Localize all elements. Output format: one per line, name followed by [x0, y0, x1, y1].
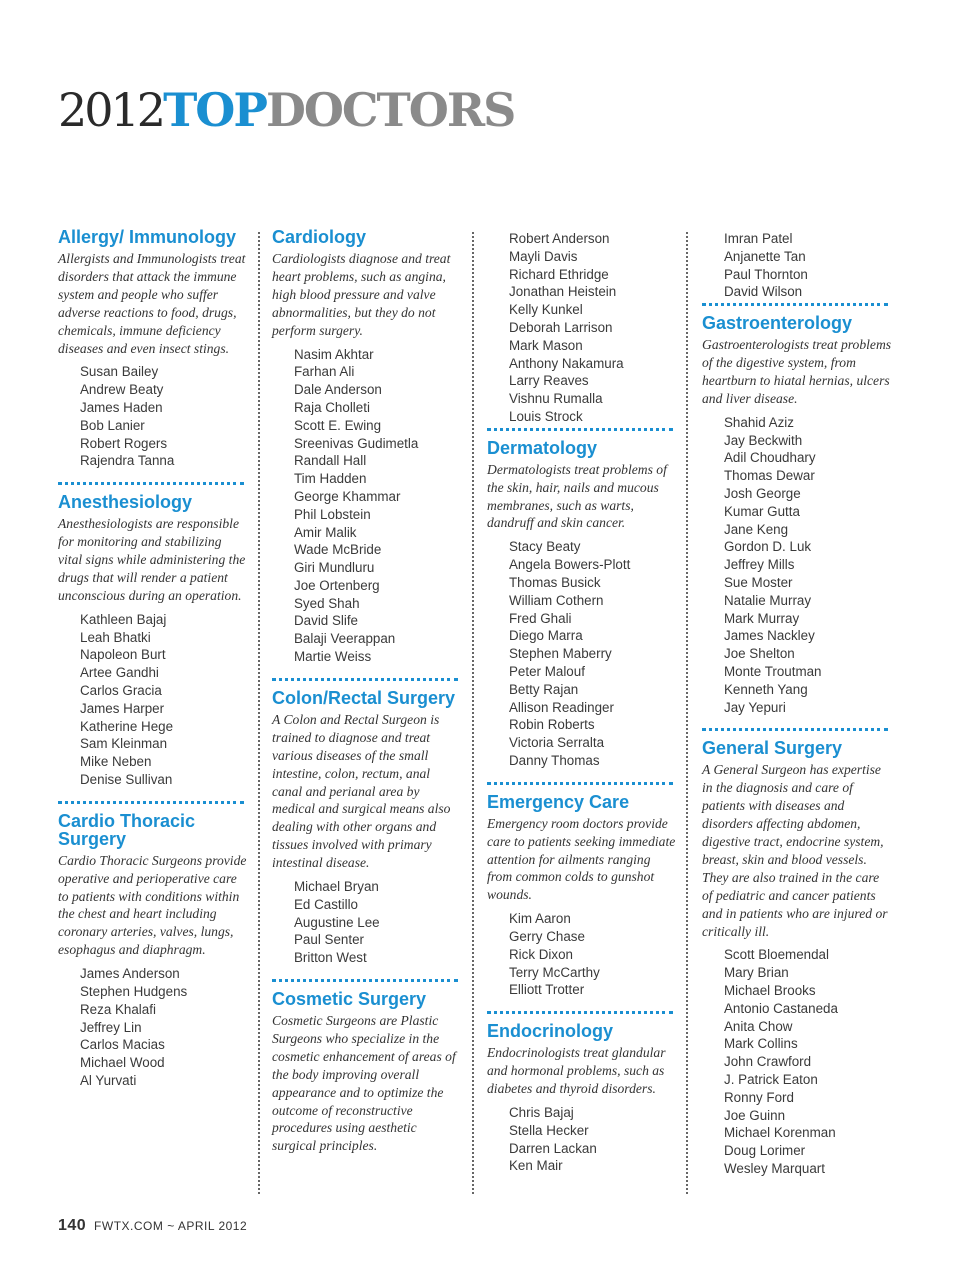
- doctor-name: Jay Yepuri: [724, 699, 786, 715]
- section-divider: [58, 482, 244, 485]
- doctor-name: Diego Marra: [509, 628, 583, 644]
- doctor-name: Terry McCarthy: [509, 964, 600, 980]
- specialty-section: [272, 678, 462, 967]
- doctor-name: Gordon D. Luk: [724, 539, 812, 555]
- specialty-heading: General Surgery: [702, 738, 843, 759]
- column-3: [487, 228, 677, 1187]
- specialty-section: [702, 303, 892, 716]
- doctor-name: Chris Bajaj: [509, 1104, 574, 1120]
- column-1: [58, 228, 248, 1102]
- continued-doctor-list: [487, 228, 677, 426]
- doctor-name: Giri Mundluru: [294, 560, 375, 576]
- doctor-list: [272, 346, 462, 666]
- doctor-name: Kathleen Bajaj: [80, 611, 167, 627]
- specialty-description: Emergency room doctors provide care to patients seeking immediate attention for ailments ranging from common colds to gunshot wounds.: [487, 815, 676, 903]
- specialty-heading: Dermatology: [487, 437, 598, 458]
- doctor-name: Michael Bryan: [294, 879, 379, 895]
- doctor-name: Balaji Veerappan: [294, 631, 396, 647]
- specialty-heading: Cardiology: [272, 227, 367, 247]
- doctor-name: Britton West: [294, 950, 367, 966]
- doctor-name: Kim Aaron: [509, 911, 571, 927]
- doctor-name: Natalie Murray: [724, 592, 812, 608]
- doctor-name: Paul Senter: [294, 932, 364, 948]
- doctor-name: Jeffrey Mills: [724, 557, 795, 573]
- specialty-section: [272, 979, 462, 1155]
- doctor-name: Gerry Chase: [509, 929, 585, 945]
- doctor-name: Bob Lanier: [80, 417, 145, 433]
- footer-text: FWTX.COM ~ APRIL 2012: [94, 1219, 248, 1233]
- doctor-name: James Nackley: [724, 628, 815, 644]
- doctor-name: Mary Brian: [724, 965, 789, 981]
- specialty-heading: Colon/Rectal Surgery: [272, 687, 456, 708]
- doctor-name: Elliott Trotter: [509, 982, 585, 998]
- doctor-name: Mark Collins: [724, 1036, 798, 1052]
- doctor-name: Michael Brooks: [724, 983, 816, 999]
- doctor-name: Jay Beckwith: [724, 432, 803, 448]
- section-divider: [58, 801, 244, 804]
- specialty-description: A Colon and Rectal Surgeon is trained to diagnose and treat various diseases of the small intestine, colon, rectum, anal canal and perianal area by medical and surgical means also dealing with other organs and tissues involved with primary intestinal disease.: [272, 711, 451, 871]
- doctor-name: Jane Keng: [724, 521, 789, 537]
- doctor-name: Kelly Kunkel: [509, 302, 583, 318]
- doctor-list: [702, 414, 892, 717]
- doctor-name: Josh George: [724, 486, 801, 501]
- doctor-name: Mayli Davis: [509, 248, 578, 264]
- doctor-name: Mark Murray: [724, 610, 800, 626]
- doctor-name: Denise Sullivan: [80, 771, 173, 787]
- doctor-name: Peter Malouf: [509, 663, 585, 679]
- doctor-name: Jeffrey Lin: [80, 1019, 142, 1035]
- doctor-name: Jonathan Heistein: [509, 284, 617, 300]
- doctor-name: Kumar Gutta: [724, 503, 800, 519]
- doctor-name: Artee Gandhi: [80, 665, 159, 681]
- specialty-description: A General Surgeon has expertise in the diagnosis and care of patients with diseases and disorders affecting abdomen, digestive tract, endocrine system, breast, skin and blood vessels. They are also trained in the care of pediatric and cancer patients and in patients who are injured or critically ill.: [702, 762, 888, 939]
- doctor-name: Al Yurvati: [80, 1072, 137, 1088]
- column-2: [272, 228, 462, 1167]
- title-year: 2012: [58, 83, 164, 137]
- doctor-name: James Haden: [80, 400, 163, 416]
- doctor-name: Adil Choudhary: [724, 450, 816, 466]
- specialty-description: Cardio Thoracic Surgeons provide operative and perioperative care to patients with conditions within the chest and heart including coronary arteries, valves, lungs, esophagus and diaphragm.: [58, 852, 247, 958]
- doctor-name: Thomas Busick: [509, 574, 601, 590]
- doctor-name: Louis Strock: [509, 408, 583, 424]
- doctor-list: [702, 946, 892, 1177]
- doctor-name: Ronny Ford: [724, 1089, 794, 1105]
- doctor-list: [487, 1104, 677, 1175]
- doctor-name: Allison Readinger: [509, 699, 614, 715]
- doctor-name: Stella Hecker: [509, 1122, 589, 1138]
- specialty-section: [487, 782, 677, 1000]
- doctor-name: Shahid Aziz: [724, 414, 794, 430]
- doctor-name: Raja Cholleti: [294, 399, 370, 415]
- doctor-name: Antonio Castaneda: [724, 1000, 838, 1016]
- specialty-description: Anesthesiologists are responsible for monitoring and stabilizing vital signs while administering the drugs that will render a patient unconscious during an operation.: [58, 516, 246, 603]
- specialty-heading: Cosmetic Surgery: [272, 989, 427, 1010]
- doctor-name: Martie Weiss: [294, 649, 372, 665]
- doctor-name: Augustine Lee: [294, 914, 380, 930]
- doctor-name: Monte Troutman: [724, 663, 822, 679]
- doctor-name: Deborah Larrison: [509, 319, 613, 335]
- specialty-description: Dermatologists treat problems of the skin, hair, nails and mucous membranes, such as warts, dandruff and skin cancer.: [487, 461, 667, 531]
- doctor-name: Imran Patel: [724, 231, 793, 246]
- doctor-list: [487, 538, 677, 769]
- doctor-name: Anjanette Tan: [724, 248, 806, 264]
- doctor-name: William Cothern: [509, 592, 604, 608]
- section-divider: [272, 979, 458, 982]
- section-divider: [487, 782, 673, 785]
- doctor-name: Vishnu Rumalla: [509, 391, 603, 407]
- specialty-section: [58, 228, 248, 470]
- doctor-name: Andrew Beaty: [80, 382, 164, 398]
- doctor-name: Randall Hall: [294, 453, 367, 469]
- doctor-name: Doug Lorimer: [724, 1143, 806, 1159]
- doctor-name: John Crawford: [724, 1054, 812, 1070]
- doctor-name: Mike Neben: [80, 754, 152, 770]
- specialty-heading: Cardio Thoracic Surgery: [58, 810, 196, 849]
- doctor-list: [58, 611, 248, 789]
- specialty-section: [272, 228, 462, 666]
- specialty-description: Allergists and Immunologists treat disorders that attack the immune system and people who suffer adverse reactions to food, drugs, chemicals, immune deficiency diseases and even insect stings.: [58, 251, 246, 356]
- specialty-heading: Allergy/ Immunology: [58, 227, 237, 247]
- doctor-list: [58, 363, 248, 470]
- section-divider: [272, 678, 458, 681]
- doctor-name: Stephen Hudgens: [80, 983, 188, 999]
- doctor-name: Sam Kleinman: [80, 736, 168, 752]
- doctor-name: Kenneth Yang: [724, 681, 808, 697]
- section-divider: [487, 1011, 673, 1014]
- doctor-name: James Anderson: [80, 966, 180, 982]
- doctor-name: Ken Mair: [509, 1158, 563, 1174]
- doctor-name: Dale Anderson: [294, 382, 382, 398]
- title-top: TOP: [163, 83, 266, 137]
- specialty-section: [487, 1011, 677, 1175]
- doctor-name: Leah Bhatki: [80, 629, 151, 645]
- doctor-name: Anita Chow: [724, 1018, 793, 1034]
- doctor-name: Scott Bloemendal: [724, 947, 829, 963]
- specialty-heading: Endocrinology: [487, 1021, 613, 1042]
- doctor-name: Amir Malik: [294, 524, 357, 540]
- doctor-name: Rick Dixon: [509, 946, 573, 962]
- section-divider: [702, 303, 888, 306]
- doctor-list: [58, 965, 248, 1090]
- doctor-name: David Slife: [294, 613, 359, 629]
- doctor-name: David Wilson: [724, 284, 803, 300]
- doctor-name: J. Patrick Eaton: [724, 1072, 818, 1087]
- doctor-name: Phil Lobstein: [294, 506, 371, 522]
- specialty-section: [58, 801, 248, 1090]
- doctor-name: Stephen Maberry: [509, 646, 612, 662]
- doctor-name: Carlos Gracia: [80, 682, 162, 698]
- column-4: [702, 228, 892, 1190]
- doctor-name: Joe Ortenberg: [294, 577, 380, 593]
- doctor-name: Betty Rajan: [509, 681, 579, 697]
- doctor-name: Fred Ghali: [509, 610, 572, 626]
- doctor-name: Napoleon Burt: [80, 647, 166, 663]
- doctor-name: Mark Mason: [509, 337, 583, 353]
- column-divider: [686, 232, 688, 1194]
- doctor-name: Anthony Nakamura: [509, 355, 624, 371]
- doctor-name: Paul Thornton: [724, 266, 808, 282]
- doctor-name: Michael Korenman: [724, 1125, 836, 1141]
- doctor-name: Sreenivas Gudimetla: [294, 435, 419, 451]
- specialty-section: [58, 482, 248, 789]
- doctor-name: Victoria Serralta: [509, 735, 605, 751]
- doctor-name: Stacy Beaty: [509, 539, 581, 555]
- doctor-name: Robin Roberts: [509, 717, 595, 733]
- doctor-name: Darren Lackan: [509, 1140, 597, 1156]
- doctor-list: [487, 910, 677, 999]
- doctor-name: Robert Rogers: [80, 435, 168, 451]
- doctor-name: Richard Ethridge: [509, 266, 609, 282]
- doctor-name: Wesley Marquart: [724, 1160, 825, 1176]
- section-divider: [487, 428, 673, 431]
- specialty-description: Cosmetic Surgeons are Plastic Surgeons who specialize in the cosmetic enhancement of areas of the body improving overall appearance and to optimize the outcome of reconstructive procedures using aesthetic surgical principles.: [272, 1013, 456, 1154]
- specialty-description: Endocrinologists treat glandular and hormonal problems, such as diabetes and thyroid disorders.: [487, 1045, 666, 1097]
- doctor-name: Joe Shelton: [724, 646, 795, 662]
- page-number: 140: [58, 1217, 87, 1234]
- doctor-name: Robert Anderson: [509, 231, 610, 246]
- doctor-name: Thomas Dewar: [724, 468, 815, 484]
- doctor-name: Danny Thomas: [509, 752, 600, 768]
- doctor-name: Reza Khalafi: [80, 1001, 156, 1017]
- section-divider: [702, 728, 888, 731]
- doctor-name: Syed Shah: [294, 595, 360, 611]
- doctor-name: Joe Guinn: [724, 1107, 786, 1123]
- specialty-description: Gastroenterologists treat problems of the digestive system, from heartburn to hiatal hernias, ulcers and liver disease.: [702, 337, 892, 406]
- doctor-list: [272, 878, 462, 967]
- title-doctors: DOCTORS: [265, 83, 515, 137]
- doctor-name: Larry Reaves: [509, 373, 589, 389]
- specialty-heading: Gastroenterology: [702, 313, 853, 334]
- doctor-name: Michael Wood: [80, 1055, 165, 1071]
- specialty-heading: Anesthesiology: [58, 492, 193, 513]
- specialty-section: [487, 428, 677, 770]
- page-footer: [58, 1217, 247, 1235]
- doctor-name: Nasim Akhtar: [294, 346, 374, 362]
- doctor-name: Farhan Ali: [294, 364, 355, 380]
- doctor-name: Carlos Macias: [80, 1037, 165, 1053]
- page-title: [58, 82, 514, 138]
- doctor-name: Susan Bailey: [80, 364, 159, 380]
- continued-doctor-list: [702, 228, 892, 301]
- doctor-name: Wade McBride: [294, 542, 382, 558]
- specialty-heading: Emergency Care: [487, 791, 630, 812]
- doctor-name: Rajendra Tanna: [80, 453, 175, 469]
- doctor-name: Ed Castillo: [294, 896, 359, 912]
- doctor-name: Tim Hadden: [294, 471, 367, 487]
- specialty-description: Cardiologists diagnose and treat heart problems, such as angina, high blood pressure and valve abnormalities, but they do not perform surgery.: [272, 251, 451, 338]
- doctor-name: James Harper: [80, 700, 165, 716]
- doctor-name: Katherine Hege: [80, 718, 174, 734]
- doctor-name: Scott E. Ewing: [294, 417, 382, 433]
- doctor-name: George Khammar: [294, 488, 401, 504]
- column-divider: [258, 232, 260, 1194]
- specialty-section: [702, 728, 892, 1177]
- column-divider: [472, 232, 474, 1194]
- doctor-name: Sue Moster: [724, 574, 793, 590]
- doctor-name: Angela Bowers-Plott: [509, 557, 631, 573]
